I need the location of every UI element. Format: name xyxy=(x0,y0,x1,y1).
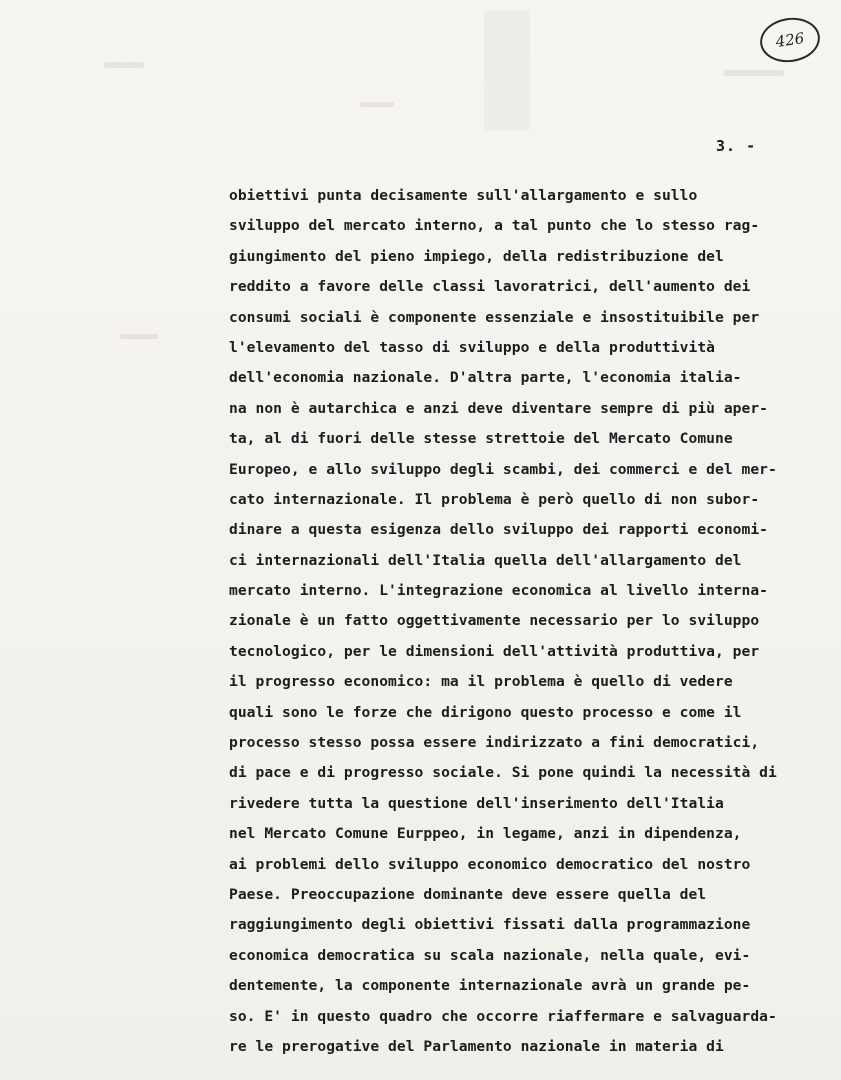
text-line: na non è autarchica e anzi deve diventare sempre di più aper- xyxy=(229,399,769,417)
bleed-through-mark xyxy=(104,62,144,68)
text-line: obiettivi punta decisamente sull'allargamento e sullo xyxy=(229,187,698,204)
text-line: quali sono le forze che dirigono questo processo e come il xyxy=(229,703,742,721)
bleed-through-mark xyxy=(484,10,530,130)
text-line: nel Mercato Comune Eurppeo, in legame, anzi in dipendenza, xyxy=(229,825,742,843)
text-line: rivedere tutta la questione dell'inserimento dell'Italia xyxy=(229,794,724,812)
text-line: processo stesso possa essere indirizzato a fini democratici, xyxy=(229,734,760,752)
text-line: re le prerogative del Parlamento nazionale in materia di xyxy=(229,1037,724,1055)
bleed-through-mark xyxy=(120,334,158,339)
text-line: reddito a favore delle classi lavoratrici, dell'aumento dei xyxy=(229,278,751,296)
text-line: ci internazionali dell'Italia quella dell'allargamento del xyxy=(229,551,742,569)
text-line: mercato interno. L'integrazione economica al livello interna- xyxy=(229,582,769,600)
text-line: dentemente, la componente internazionale avrà un grande pe- xyxy=(229,977,751,995)
text-line: giungimento del pieno impiego, della redistribuzione del xyxy=(229,247,724,265)
bleed-through-mark xyxy=(724,70,784,76)
text-line: di pace e di progresso sociale. Si pone quindi la necessità di xyxy=(229,764,777,782)
text-line: Paese. Preoccupazione dominante deve essere quella del xyxy=(229,885,707,903)
body-text xyxy=(229,181,841,1062)
text-line: raggiungimento degli obiettivi fissati dalla programmazione xyxy=(229,916,751,934)
text-line: tecnologico, per le dimensioni dell'attività produttiva, per xyxy=(229,642,760,660)
archive-stamp xyxy=(757,14,823,66)
text-line: ta, al di fuori delle stesse strettoie del Mercato Comune xyxy=(229,430,733,448)
text-line: zionale è un fatto oggettivamente necessario per lo sviluppo xyxy=(229,612,760,630)
text-line: economica democratica su scala nazionale, nella quale, evi- xyxy=(229,946,751,964)
text-line: sviluppo del mercato interno, a tal punto che lo stesso rag- xyxy=(229,217,760,235)
text-line: ai problemi dello sviluppo economico democratico del nostro xyxy=(229,855,751,873)
bleed-through-mark xyxy=(360,102,394,107)
text-line: dinare a questa esigenza dello sviluppo dei rapporti economi- xyxy=(229,521,769,539)
page-number: 3. - xyxy=(716,137,757,155)
text-line: Europeo, e allo sviluppo degli scambi, dei commerci e del mer- xyxy=(229,460,777,478)
text-line: cato internazionale. Il problema è però quello di non subor- xyxy=(229,490,760,508)
text-line: so. E' in questo quadro che occorre riaffermare e salvaguarda- xyxy=(229,1007,777,1025)
stamp-number: 426 xyxy=(774,29,806,51)
text-line: il progresso economico: ma il problema è quello di vedere xyxy=(229,673,733,691)
text-line: l'elevamento del tasso di sviluppo e della produttività xyxy=(229,338,715,356)
text-line: dell'economia nazionale. D'altra parte, l'economia italia- xyxy=(229,369,742,387)
text-line: consumi sociali è componente essenziale e insostituibile per xyxy=(229,308,760,326)
